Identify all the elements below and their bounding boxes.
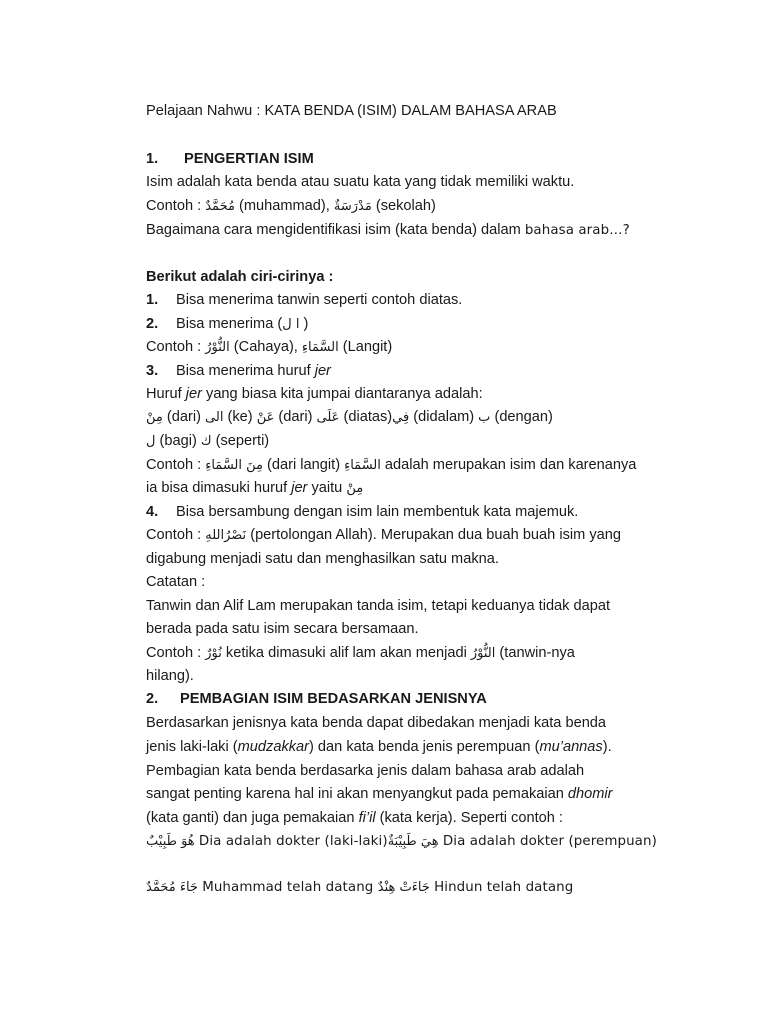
list-number: 4.: [146, 504, 159, 520]
italic-term: mu’annas: [539, 739, 603, 755]
question-text-end: bahasa arab…?: [524, 223, 630, 238]
arabic-word: نَصْرُاللهِ: [205, 528, 247, 543]
huruf-list-line-1: [146, 408, 553, 427]
note-line-1: Tanwin dan Alif Lam merupakan tanda isim, tetapi keduanya tidak dapat: [146, 598, 611, 614]
arabic-word: الى: [205, 410, 224, 425]
body-text: (pertolongan Allah). Merupakan dua buah buah isim yang: [246, 527, 621, 543]
example-lead: Contoh :: [146, 645, 206, 661]
arabic-word: عَنْ: [256, 410, 275, 425]
translation-text: (dengan): [490, 409, 553, 425]
example-5-line: [146, 644, 575, 663]
paragraph-line-4: [146, 785, 613, 803]
italic-term: jer: [185, 386, 202, 402]
arabic-phrase: هُوَ طَبِيْبٌ: [146, 834, 195, 849]
note-line-2: berada pada satu isim secara bersamaan.: [146, 621, 419, 637]
arabic-word: نُوْرٌ: [205, 646, 222, 661]
question-line: [146, 221, 630, 240]
example-lead: Contoh :: [146, 527, 206, 543]
huruf-list-line-2: [146, 432, 269, 451]
list-number: 1.: [146, 292, 159, 308]
arabic-phrase: جَاءَ مُحَمَّدٌ: [146, 880, 198, 895]
arabic-word: عَلَى: [316, 410, 340, 425]
definition-line: Isim adalah kata benda atau suatu kata yang tidak memiliki waktu.: [146, 174, 575, 190]
section-2-title: PEMBAGIAN ISIM BEDASARKAN JENISNYA: [180, 691, 487, 707]
translation-text: (dari langit): [263, 457, 345, 473]
italic-term: jer: [291, 480, 308, 496]
translation-text: Muhammad telah datang: [197, 880, 378, 895]
body-text: Huruf: [146, 386, 186, 402]
translation-text: (sekolah): [371, 198, 436, 214]
section-2-number: 2.: [146, 691, 159, 707]
list-number: 2.: [146, 316, 159, 332]
italic-term: dhomir: [567, 786, 613, 802]
example-4-continued: digabung menjadi satu dan menghasilkan satu makna.: [146, 551, 499, 567]
italic-term: mudzakkar: [237, 739, 310, 755]
body-text: ) dan kata benda jenis perempuan (: [309, 739, 540, 755]
arabic-word: السَّمَاءِ: [344, 458, 381, 473]
example-lead: Contoh :: [146, 339, 206, 355]
list-text: Bisa menerima huruf: [176, 363, 315, 379]
translation-text: Dia adalah dokter (perempuan): [438, 834, 657, 849]
arabic-word: مِنَ السَّمَاءِ: [205, 458, 263, 473]
translation-text: (Cahaya),: [229, 339, 302, 355]
paragraph-line-2: [146, 738, 612, 756]
characteristic-1: [146, 291, 462, 309]
body-text: (kata ganti) dan juga pemakaian: [146, 810, 359, 826]
example-4-line: [146, 526, 621, 545]
body-text: ).: [602, 739, 612, 755]
translation-text: (dari): [274, 409, 317, 425]
arabic-word: ل: [146, 434, 156, 449]
body-text: adalah merupakan isim dan karenanya: [380, 457, 637, 473]
example-2-line: [146, 338, 392, 357]
example-1-line: [146, 197, 436, 216]
example-lead: Contoh :: [146, 457, 206, 473]
arabic-word: ب: [478, 410, 491, 425]
translation-text: (bagi): [155, 433, 201, 449]
characteristic-2: [146, 315, 308, 334]
list-number: 3.: [146, 363, 159, 379]
translation-text: (diatas): [339, 409, 393, 425]
arabic-phrase: جَاءَتْ هِنْدٌ: [377, 880, 430, 895]
body-text: sangat penting karena hal ini akan menyangkut pada pemakaian: [146, 786, 568, 802]
body-text: jenis laki-laki (: [146, 739, 238, 755]
body-text: (kata kerja). Seperti contoh :: [375, 810, 563, 826]
body-text: yaitu: [307, 480, 347, 496]
translation-text: (Langit): [338, 339, 393, 355]
section-1-heading: [146, 150, 314, 168]
arabic-word: النُّوْرُ: [205, 340, 230, 355]
body-text: (tanwin-nya: [495, 645, 575, 661]
example-3-line: [146, 456, 636, 475]
body-text: ia bisa dimasuki huruf: [146, 480, 292, 496]
arabic-word: ك: [200, 434, 212, 449]
arabic-word: النُّوْرُ: [470, 646, 496, 661]
arabic-word: مَدْرَسَةٌ: [333, 199, 372, 214]
characteristic-4: [146, 503, 578, 521]
arabic-word: مُحَمَّدٌ: [205, 199, 235, 214]
italic-term: jer: [314, 363, 331, 379]
section-2-heading: [146, 690, 487, 708]
example-gender-line: [146, 832, 657, 851]
list-text: Bisa menerima tanwin seperti contoh diatas.: [176, 292, 463, 308]
section-1-title: PENGERTIAN ISIM: [184, 151, 314, 167]
document-title: Pelajaan Nahwu : KATA BENDA (ISIM) DALAM BAHASA ARAB: [146, 103, 557, 119]
translation-text: (muhammad),: [234, 198, 334, 214]
characteristic-3: [146, 362, 331, 380]
arabic-word: مِنْ: [146, 410, 163, 425]
paragraph-line-5: [146, 809, 563, 827]
translation-text: Hindun telah datang: [429, 880, 574, 895]
characteristics-heading: Berikut adalah ciri-cirinya :: [146, 269, 334, 285]
translation-text: (didalam): [409, 409, 479, 425]
translation-text: (dari): [162, 409, 206, 425]
list-text: Bisa bersambung dengan isim lain membentuk kata majemuk.: [176, 504, 579, 520]
arabic-word: السَّمَاءِ: [301, 340, 339, 355]
paragraph-line-1: Berdasarkan jenisnya kata benda dapat dibedakan menjadi kata benda: [146, 715, 607, 731]
body-text: yang biasa kita jumpai diantaranya adalah:: [201, 386, 483, 402]
note-label: Catatan :: [146, 574, 206, 590]
huruf-jer-line: [146, 385, 483, 403]
arabic-letters: ا ل: [282, 317, 300, 332]
arabic-word: مِنْ: [346, 481, 364, 496]
example-verb-line: [146, 878, 573, 897]
example-3-continued: [146, 479, 363, 498]
arabic-phrase: هِيَ طَبِيْبَةٌ: [387, 834, 439, 849]
paragraph-line-3: Pembagian kata benda berdasarka jenis dalam bahasa arab adalah: [146, 763, 585, 779]
list-text: Bisa menerima (: [176, 316, 283, 332]
question-text: Bagaimana cara mengidentifikasi isim (kata benda) dalam: [146, 222, 525, 238]
arabic-word: فِي: [392, 410, 410, 425]
translation-text: (seperti): [211, 433, 270, 449]
example-lead: Contoh :: [146, 198, 206, 214]
section-1-number: 1.: [146, 151, 159, 167]
body-text: ketika dimasuki alif lam akan menjadi: [221, 645, 471, 661]
italic-term: fi’il: [358, 810, 376, 826]
translation-text: (ke): [223, 409, 257, 425]
list-text: ): [299, 316, 309, 332]
translation-text: Dia adalah dokter (laki-laki): [194, 834, 388, 849]
example-5-continued: hilang).: [146, 668, 194, 684]
